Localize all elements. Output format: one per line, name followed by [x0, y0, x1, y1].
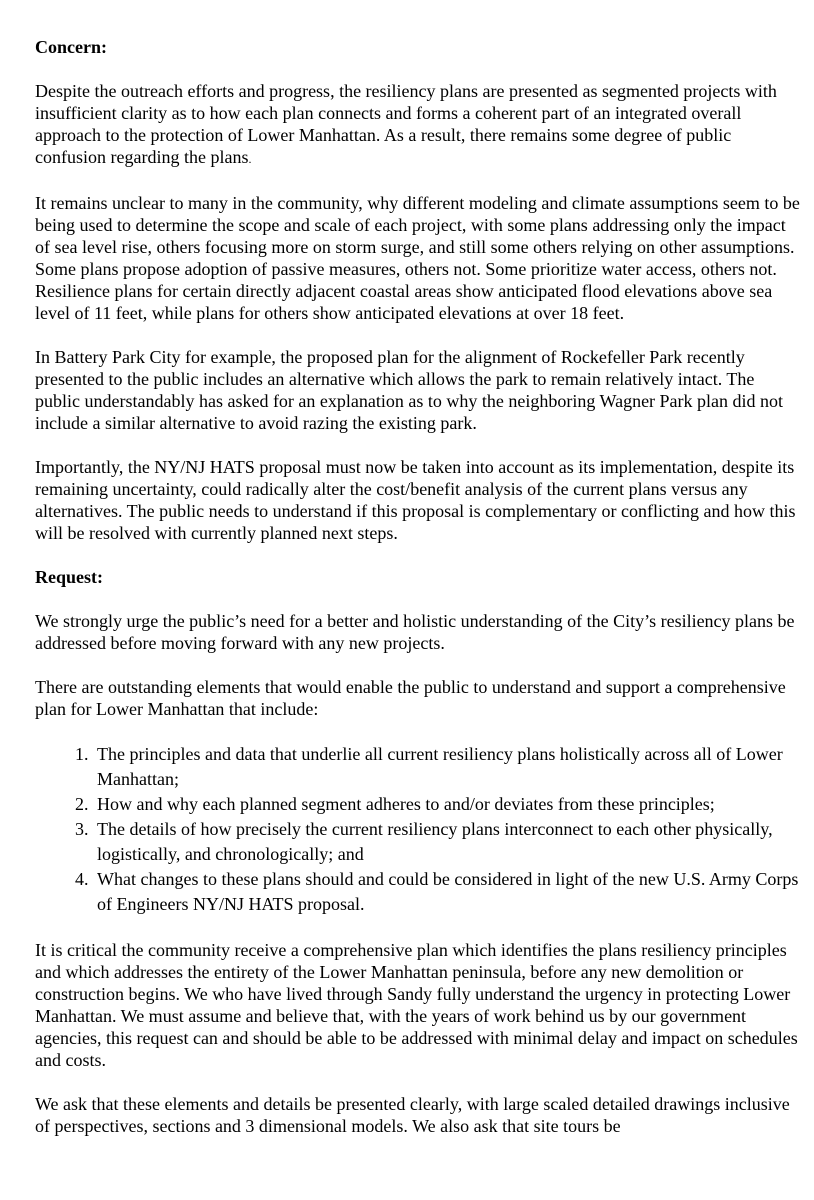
concern-paragraph-1 — [35, 80, 803, 170]
list-item: 1. The principles and data that underlie all current resiliency plans holistically across all of Lower Manhattan; — [93, 742, 803, 792]
request-paragraph-2: There are outstanding elements that would enable the public to understand and support a comprehensive plan for Lower Manhattan that include: — [35, 677, 786, 719]
list-item: 4. What changes to these plans should and could be considered in light of the new U.S. Army Corps of Engineers NY/NJ HATS proposal. — [93, 867, 803, 917]
request-heading: Request: — [35, 567, 103, 587]
request-list — [35, 742, 803, 917]
request-paragraph-4: We ask that these elements and details be presented clearly, with large scaled detailed drawings inclusive of perspectives, sections and 3 dimensional models. We also ask that site tours be — [35, 1094, 790, 1136]
concern-paragraph-2: It remains unclear to many in the community, why different modeling and climate assumptions seem to be being used to determine the scope and scale of each project, with some plans addressing only the impact of sea level rise, others focusing more on storm surge, and still some others relying on other assumptions. Some plans propose adoption of passive measures, others not. Some prioritize water access, others not. Resilience plans for certain directly adjacent coastal areas show anticipated flood elevations above sea level of 11 feet, while plans for others show anticipated elevations at over 18 feet. — [35, 193, 800, 323]
request-paragraph-3: It is critical the community receive a comprehensive plan which identifies the plans resiliency principles and which addresses the entirety of the Lower Manhattan peninsula, before any new demolition or construction begins. We who have lived through Sandy fully understand the urgency in protecting Lower Manhattan. We must assume and believe that, with the years of work behind us by our government agencies, this request can and should be able to be addressed with minimal delay and impact on schedules and costs. — [35, 940, 798, 1070]
request-paragraph-1: We strongly urge the public’s need for a better and holistic understanding of the City’s resiliency plans be addressed before moving forward with any new projects. — [35, 611, 795, 653]
concern-paragraph-1-text: Despite the outreach efforts and progress, the resiliency plans are presented as segmented projects with insufficient clarity as to how each plan connects and forms a coherent part of an integrated overall approach to the protection of Lower Manhattan. As a result, there remains some degree of public confusion regarding the plans — [35, 81, 777, 167]
concern-paragraph-4: Importantly, the NY/NJ HATS proposal must now be taken into account as its implementation, despite its remaining uncertainty, could radically alter the cost/benefit analysis of the current plans versus any alternatives. The public needs to understand if this proposal is complementary or conflicting and how this will be resolved with currently planned next steps. — [35, 457, 796, 543]
list-item: 3. The details of how precisely the current resiliency plans interconnect to each other physically, logistically, and chronologically; and — [93, 817, 803, 867]
concern-heading: Concern: — [35, 37, 107, 57]
document-page — [35, 36, 803, 1159]
list-item: 2. How and why each planned segment adheres to and/or deviates from these principles; — [93, 792, 803, 817]
concern-paragraph-3: In Battery Park City for example, the proposed plan for the alignment of Rockefeller Park recently presented to the public includes an alternative which allows the park to remain relatively intact. The public understandably has asked for an explanation as to why the neighboring Wagner Park plan did not include a similar alternative to avoid razing the existing park. — [35, 347, 784, 433]
concern-paragraph-1-end: . — [248, 152, 252, 166]
